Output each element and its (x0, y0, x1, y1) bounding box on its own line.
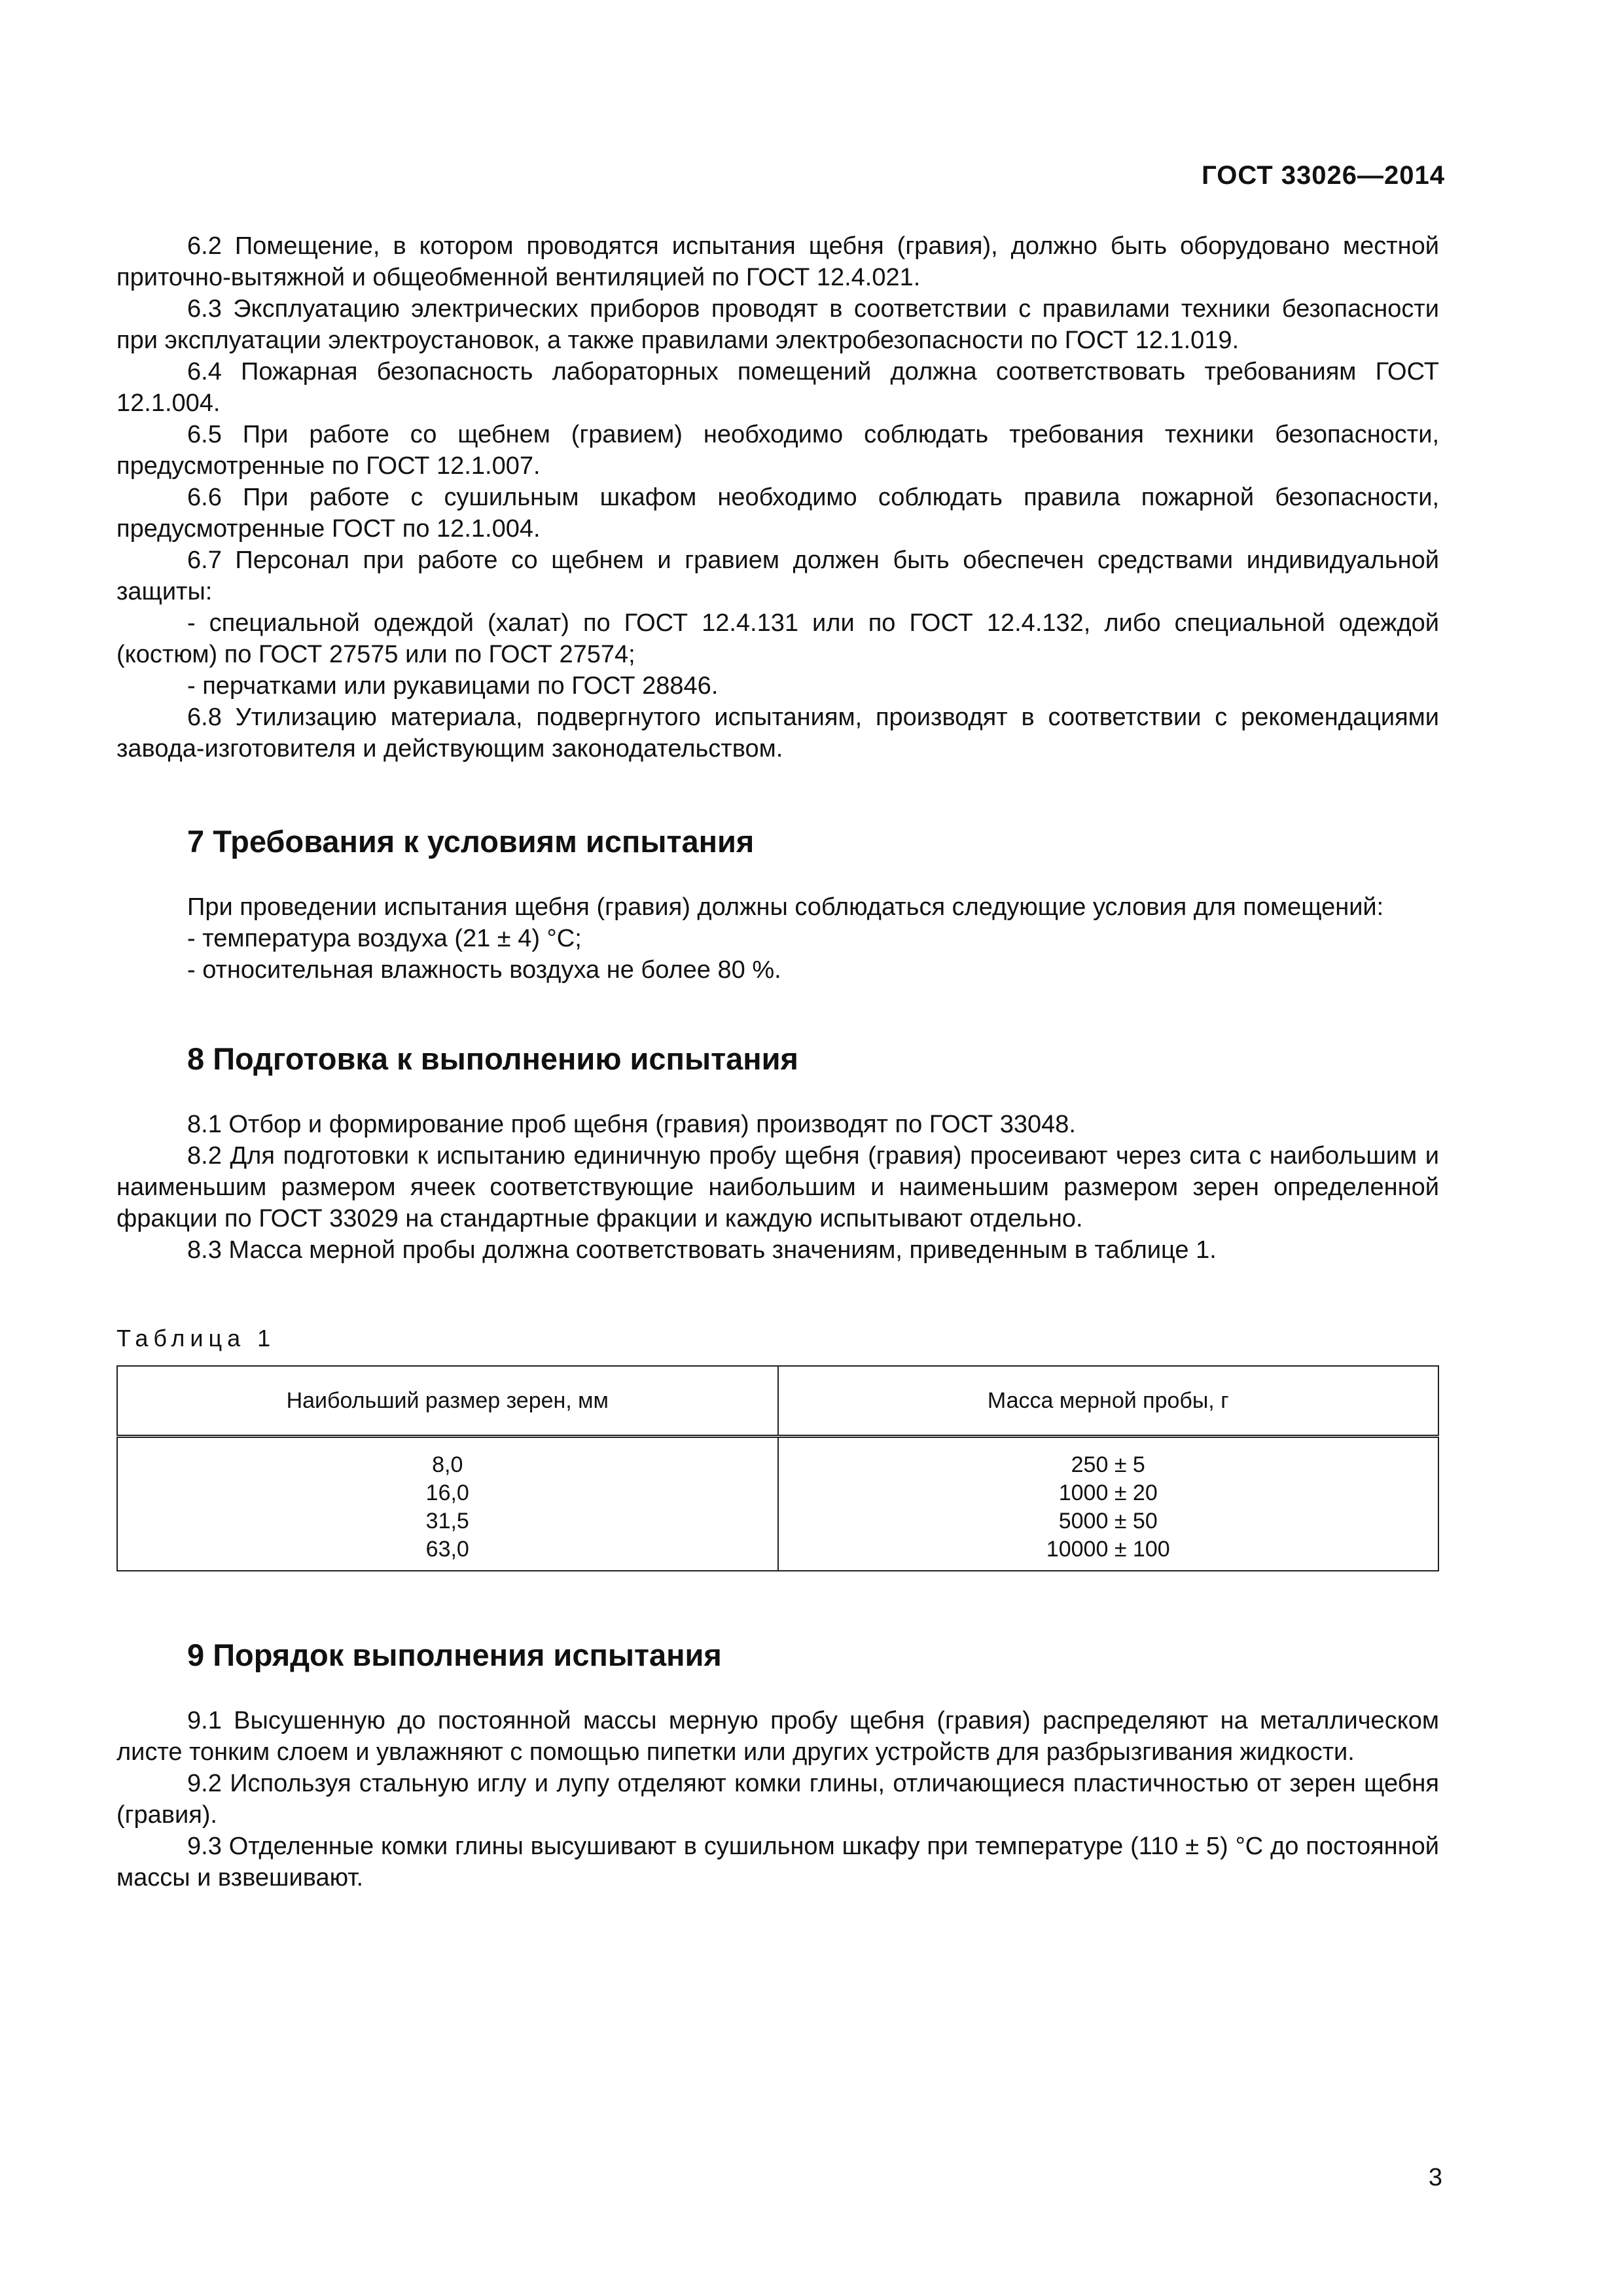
grain-size-value: 16,0 (425, 1480, 469, 1505)
table-header-row (117, 1366, 1438, 1437)
paragraph-8-2: 8.2 Для подготовки к испытанию единичную пробу щебня (гравия) просеивают через сита с наибольшим и наименьшим размером ячеек соответствующие наибольшим и наименьшим размером зерен определенной фракции по ГОСТ 33029 на стандартные фракции и каждую испытывают отдельно. (116, 1142, 1439, 1232)
section-8-heading: 8 Подготовка к выполнению испытания (187, 1041, 798, 1076)
sample-mass-table (116, 1365, 1439, 1571)
section-7-intro: При проведении испытания щебня (гравия) должны соблюдаться следующие условия для помещений: (187, 893, 1384, 921)
paragraph-9-2: 9.2 Используя стальную иглу и лупу отделяют комки глины, отличающиеся пластичностью от зерен щебня (гравия). (116, 1770, 1439, 1829)
paragraph-6-5: 6.5 При работе со щебнем (гравием) необходимо соблюдать требования техники безопасности, предусмотренные по ГОСТ 12.1.007. (116, 421, 1439, 480)
sample-mass-value: 1000 ± 20 (1058, 1480, 1158, 1505)
sample-mass-value: 5000 ± 50 (1058, 1509, 1158, 1534)
sample-mass-value: 10000 ± 100 (1046, 1537, 1170, 1562)
table-caption: Таблица 1 (116, 1325, 276, 1352)
table-header-grain-size: Наибольший размер зерен, мм (117, 1366, 778, 1437)
paragraph-9-1: 9.1 Высушенную до постоянной массы мерную пробу щебня (гравия) распределяют на металлическом листе тонким слоем и увлажняют с помощью пипетки или других устройств для разбрызгивания жидкости. (116, 1707, 1439, 1766)
paragraph-6-4: 6.4 Пожарная безопасность лабораторных помещений должна соответствовать требованиям ГОСТ 12.1.004. (116, 358, 1439, 417)
page-number: 3 (1428, 2164, 1442, 2191)
paragraph-8-3: 8.3 Масса мерной пробы должна соответствовать значениям, приведенным в таблице 1. (187, 1236, 1217, 1264)
grain-size-value: 8,0 (432, 1452, 463, 1477)
document-body (116, 230, 1439, 1893)
section-9-heading: 9 Порядок выполнения испытания (187, 1638, 722, 1672)
paragraph-6-2: 6.2 Помещение, в котором проводятся испытания щебня (гравия), должно быть оборудовано местной приточно-вытяжной и общеобменной вентиляцией по ГОСТ 12.4.021. (116, 232, 1439, 291)
sample-mass-value: 250 ± 5 (1071, 1452, 1145, 1477)
paragraph-6-3: 6.3 Эксплуатацию электрических приборов проводят в соответствии с правилами техники безопасности при эксплуатации электроустановок, а также правилами электробезопасности по ГОСТ 12.1.019. (116, 295, 1439, 354)
table-cell-grain-sizes (117, 1437, 778, 1571)
document-id-header: ГОСТ 33026—2014 (1202, 161, 1445, 190)
paragraph-6-8: 6.8 Утилизацию материала, подвергнутого испытаниям, производят в соответствии с рекомендациями завода-изготовителя и действующим законодательством. (116, 704, 1439, 762)
grain-size-value: 31,5 (425, 1509, 469, 1534)
list-item-protective-clothing: - специальной одеждой (халат) по ГОСТ 12.4.131 или по ГОСТ 12.4.132, либо специальной одеждой (костюм) по ГОСТ 27575 или по ГОСТ 27574; (116, 609, 1439, 668)
paragraph-9-3: 9.3 Отделенные комки глины высушивают в сушильном шкафу при температуре (110 ± 5) °С до постоянной массы и взвешивают. (116, 1833, 1439, 1892)
grain-size-value: 63,0 (425, 1537, 469, 1562)
table-row (117, 1437, 1438, 1571)
paragraph-8-1: 8.1 Отбор и формирование проб щебня (гравия) производят по ГОСТ 33048. (187, 1111, 1076, 1138)
paragraph-6-6: 6.6 При работе с сушильным шкафом необходимо соблюдать правила пожарной безопасности, предусмотренные ГОСТ по 12.1.004. (116, 484, 1439, 543)
table-header-sample-mass: Масса мерной пробы, г (778, 1366, 1439, 1437)
list-item-humidity: - относительная влажность воздуха не более 80 %. (187, 956, 781, 984)
section-7-heading: 7 Требования к условиям испытания (187, 824, 755, 859)
table-cell-sample-masses (778, 1437, 1439, 1571)
list-item-gloves: - перчатками или рукавицами по ГОСТ 28846. (187, 672, 719, 700)
list-item-temperature: - температура воздуха (21 ± 4) °С; (187, 925, 582, 952)
paragraph-6-7: 6.7 Персонал при работе со щебнем и гравием должен быть обеспечен средствами индивидуальной защиты: (116, 547, 1439, 605)
